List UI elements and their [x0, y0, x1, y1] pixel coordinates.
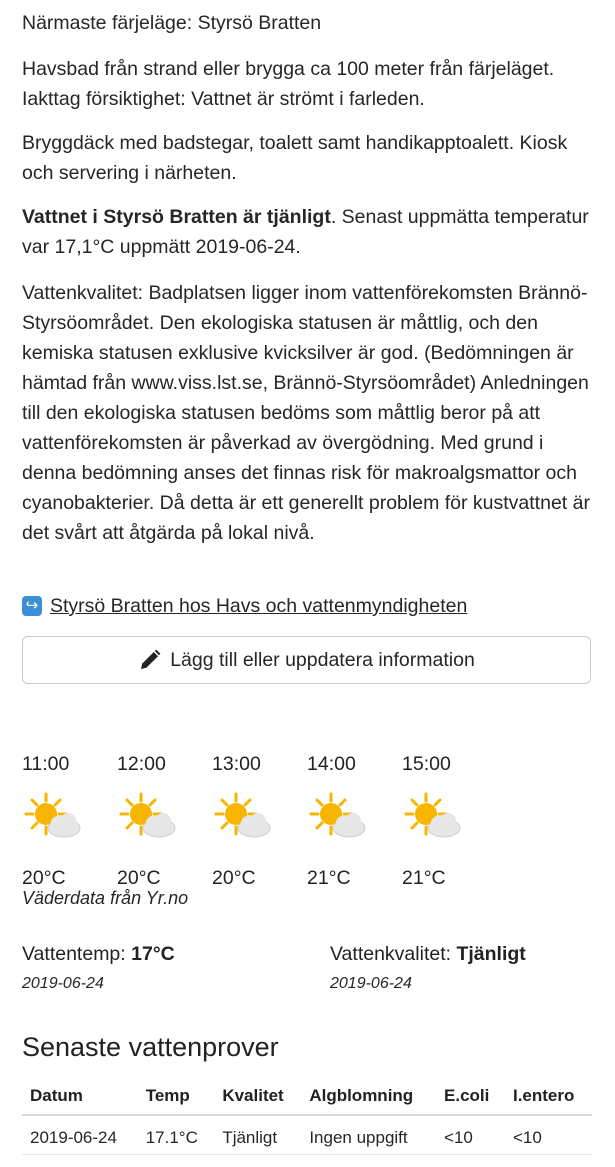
weather-hour: [402, 750, 497, 892]
weather-hour: [307, 750, 402, 892]
weather-time: 14:00: [307, 753, 356, 775]
table-cell: Tjänligt: [214, 1115, 301, 1155]
water-temp-date: 2019-06-24: [22, 975, 104, 992]
weather-forecast: [22, 750, 522, 892]
bath-description: Havsbad från strand eller brygga ca 100 meter från färjeläget. Iakttag försiktighet: Vattnet är strömt i farleden.: [22, 58, 555, 110]
table-header-row: [22, 1080, 592, 1115]
table-cell: <10: [505, 1115, 592, 1155]
water-status-bold: Vattnet i Styrsö Bratten är tjänligt: [22, 206, 331, 228]
weather-temp: 20°C: [22, 867, 66, 889]
water-quality-text: Vattenkvalitet: Badplatsen ligger inom vattenförekomsten Brännö-Styrsöområdet. Den ekologiska statusen är måttlig, och den kemiska statusen exklusive kvicksilver är god. (Bedömningen är hämtad från www.viss.lst.se, Brännö-Styrsöområdet) Anledningen till den ekologiska statusen bedöms som måttlig beror på att vattenförekomsten är påverkad av övergödning. Med grund i denna bedömning anses det finnas risk för makroalgsmattor och cyanobakterier. Då detta är ett generellt problem för kustvattnet är det svårt att åtgärda på lokal nivå.: [22, 282, 590, 544]
water-temp-stat: [22, 940, 175, 968]
weather-time: 15:00: [402, 753, 451, 775]
table-cell: 2019-06-24: [22, 1115, 138, 1155]
weather-time: 13:00: [212, 753, 261, 775]
table-header-cell: E.coli: [436, 1080, 505, 1115]
sun-cloud-icon: [22, 790, 117, 852]
havs-vatten-link-text[interactable]: Styrsö Bratten hos Havs och vattenmyndigheten: [50, 595, 468, 617]
table-cell: Ingen uppgift: [301, 1115, 436, 1155]
weather-hour: [22, 750, 117, 892]
table-cell: 17.1°C: [138, 1115, 215, 1155]
samples-table: [22, 1080, 592, 1155]
pencil-icon: [138, 648, 162, 672]
weather-hour: [212, 750, 307, 892]
table-header-cell: I.entero: [505, 1080, 592, 1115]
table-header-cell: Algblomning: [301, 1080, 436, 1115]
table-header-cell: Kvalitet: [214, 1080, 301, 1115]
havs-vatten-link[interactable]: [22, 592, 467, 620]
update-info-label: Lägg till eller uppdatera information: [170, 648, 475, 671]
water-status-detail: . Senast uppmätta temperatur var 17,1°C uppmätt 2019-06-24.: [22, 206, 589, 258]
weather-time: 12:00: [117, 753, 166, 775]
update-info-button[interactable]: [22, 636, 591, 684]
table-header-cell: Temp: [138, 1080, 215, 1115]
sun-cloud-icon: [117, 790, 212, 852]
weather-temp: 21°C: [402, 867, 446, 889]
water-quality-stat: [330, 940, 526, 968]
water-temp-label: Vattentemp:: [22, 943, 132, 965]
water-status: [22, 202, 597, 262]
weather-temp: 21°C: [307, 867, 351, 889]
water-temp-value: 17°C: [131, 943, 175, 965]
external-link-icon: ↪: [22, 596, 42, 616]
table-row: [22, 1115, 592, 1155]
weather-temp: 20°C: [212, 867, 256, 889]
table-header-cell: Datum: [22, 1080, 138, 1115]
water-quality-label: Vattenkvalitet:: [330, 943, 457, 965]
water-quality-date: 2019-06-24: [330, 975, 412, 992]
weather-temp: 20°C: [117, 867, 161, 889]
water-quality-value: Tjänligt: [456, 943, 526, 965]
sun-cloud-icon: [402, 790, 497, 852]
samples-title: Senaste vattenprover: [22, 1032, 279, 1062]
sun-cloud-icon: [307, 790, 402, 852]
ferry-info: Närmaste färjeläge: Styrsö Bratten: [22, 12, 322, 34]
facilities-description: Bryggdäck med badstegar, toalett samt handikapptoalett. Kiosk och servering i närheten.: [22, 132, 568, 184]
sun-cloud-icon: [212, 790, 307, 852]
weather-hour: [117, 750, 212, 892]
weather-source: Väderdata från Yr.no: [22, 888, 189, 908]
table-cell: <10: [436, 1115, 505, 1155]
weather-time: 11:00: [22, 753, 70, 775]
